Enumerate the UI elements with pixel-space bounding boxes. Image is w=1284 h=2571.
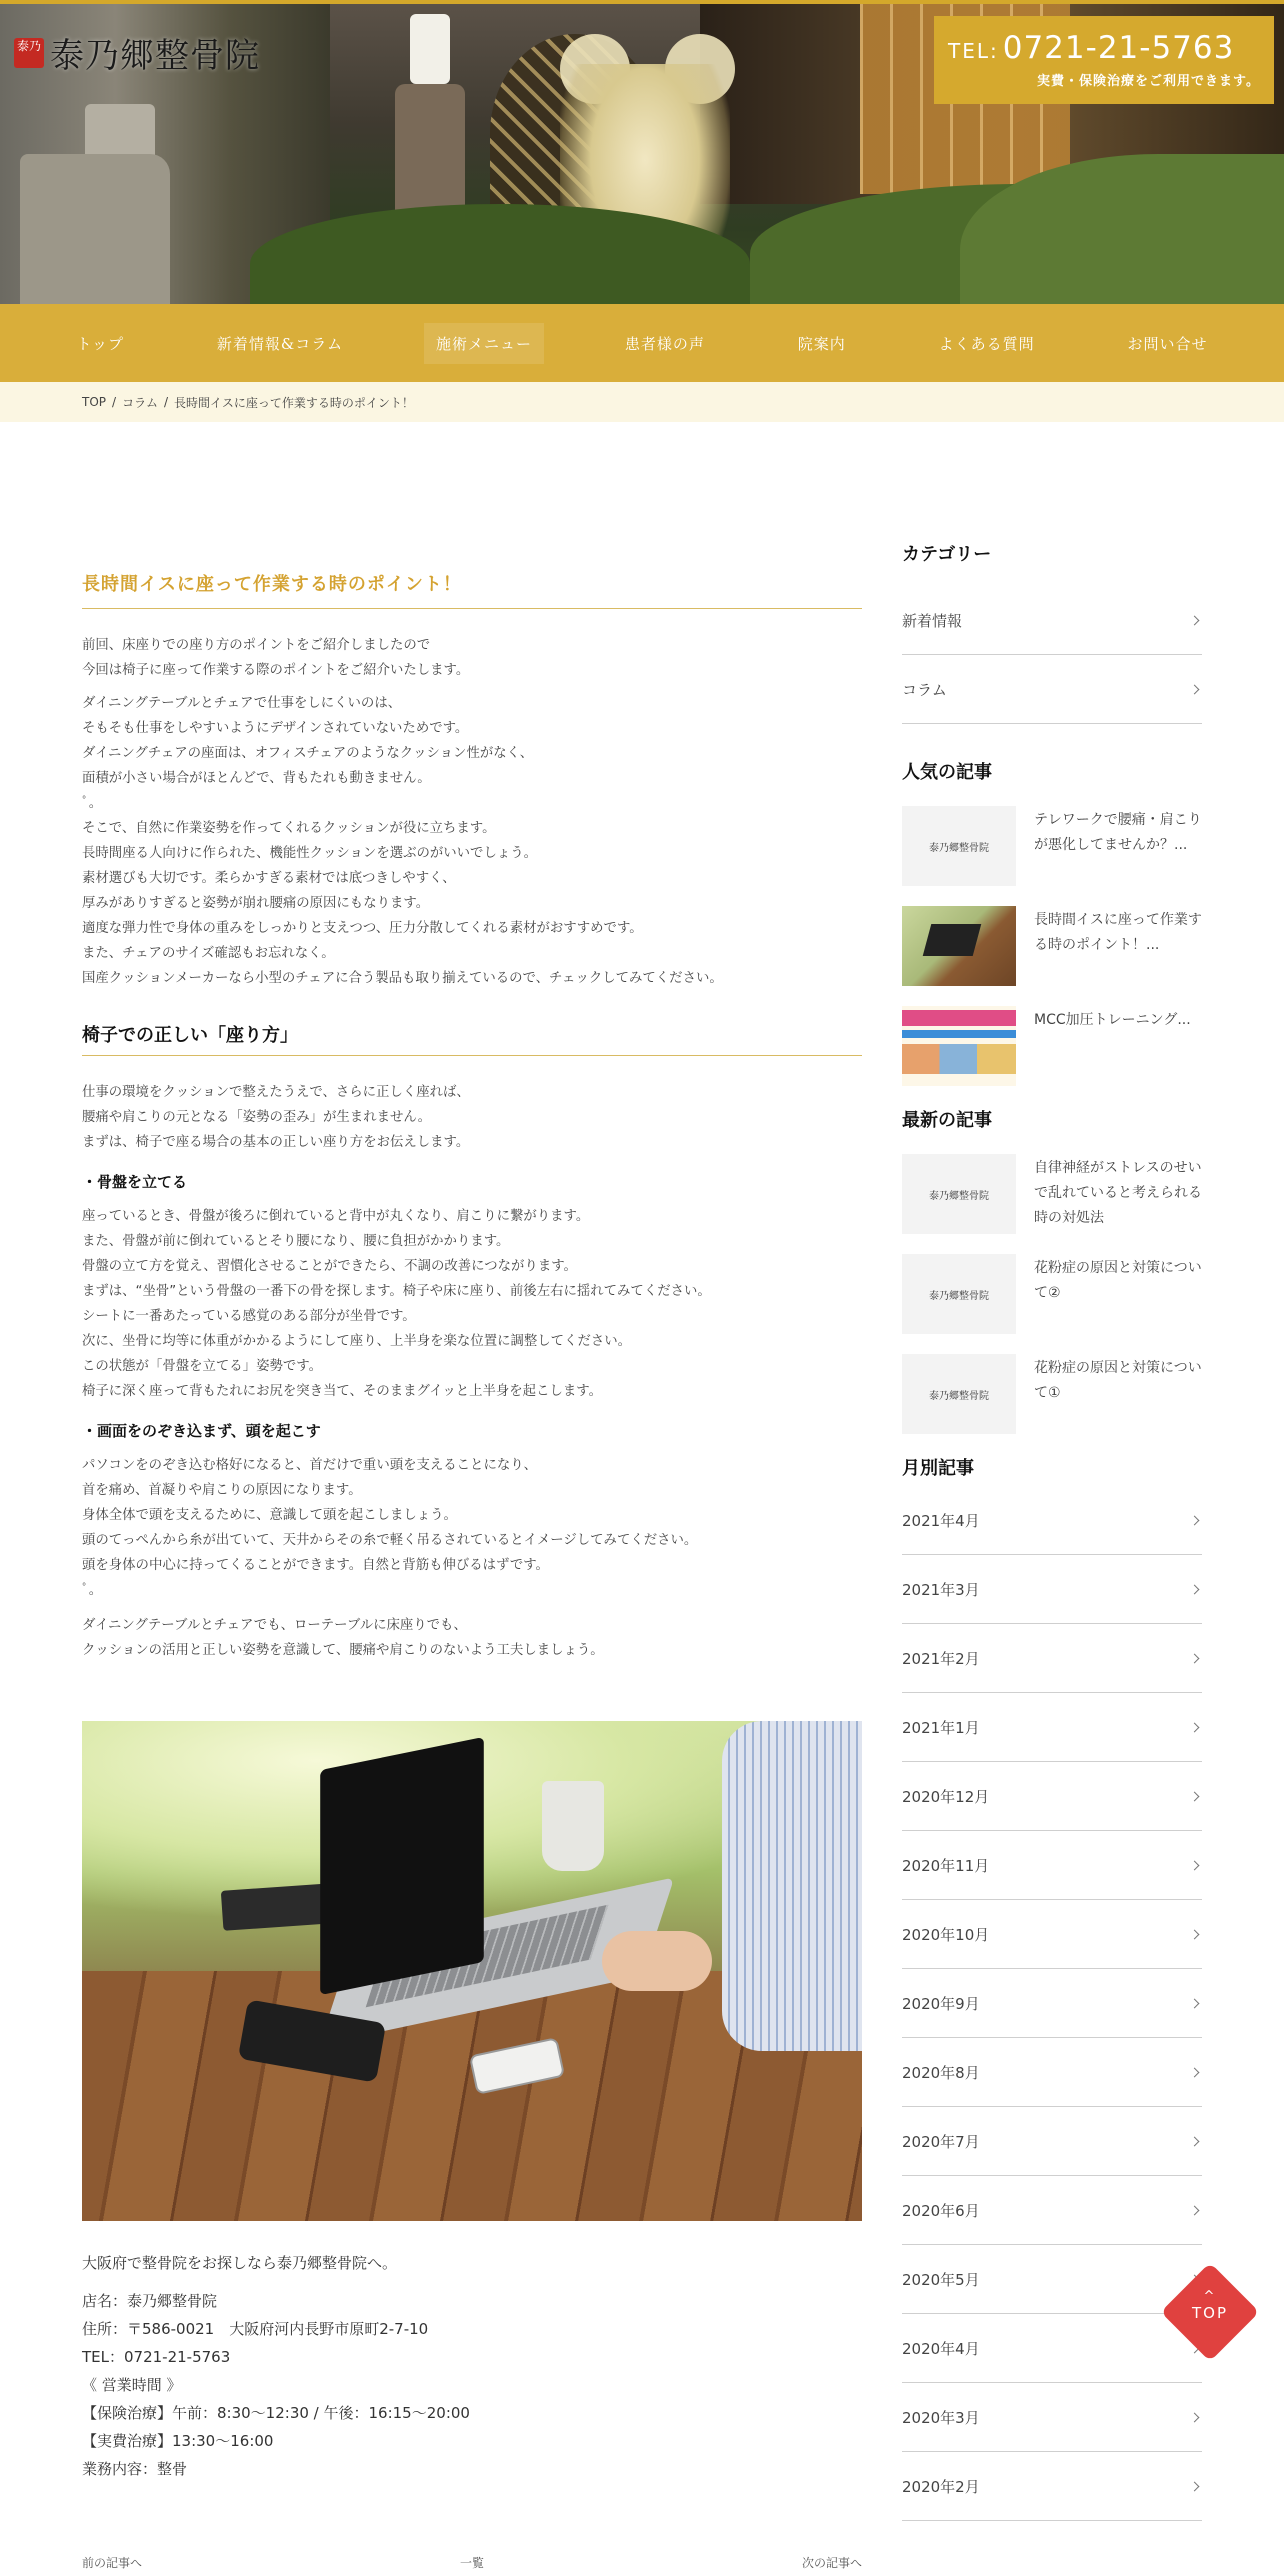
chevron-right-icon bbox=[1190, 1653, 1200, 1663]
text-line: 前回、床座りでの座り方のポイントをご紹介しましたので bbox=[82, 638, 431, 653]
text-line: そこで、自然に作業姿勢を作ってくれるクッションが役に立ちます。 bbox=[82, 821, 496, 836]
clinic-info bbox=[82, 2249, 862, 2483]
sidebar-latest-title: 最新の記事 bbox=[902, 1110, 992, 1131]
info-line: 業務内容：整骨 bbox=[82, 2460, 188, 2478]
post-thumbnail bbox=[902, 906, 1016, 986]
category-label: コラム bbox=[902, 680, 947, 699]
chevron-right-icon bbox=[1190, 2067, 1200, 2077]
prev-article-link[interactable]: 前の記事へ bbox=[82, 2556, 143, 2570]
archive-label: 2020年3月 bbox=[902, 2408, 980, 2427]
text-line: 仕事の環境をクッションで整えたうえで、さらに正しく座れば、 bbox=[82, 1085, 470, 1100]
chevron-right-icon bbox=[1190, 2205, 1200, 2215]
post-title: 自律神経がストレスのせいで乱れていると考えられる時の対処法 bbox=[1034, 1160, 1202, 1226]
caret-up-icon: ^ bbox=[1203, 2289, 1217, 2304]
text-line: 頭のてっぺんから糸が出ていて、天井からその糸で軽く吊るされているとイメージしてみてください。 bbox=[82, 1533, 698, 1548]
article-paragraph bbox=[82, 1080, 862, 1155]
photo-hand bbox=[602, 1931, 712, 1991]
thumb-logo-text: 泰乃郷整骨院 bbox=[929, 1190, 989, 1202]
archive-item[interactable] bbox=[902, 2038, 1202, 2107]
nav-item-contact[interactable]: お問い合せ bbox=[1127, 334, 1208, 353]
sidebar bbox=[902, 540, 1202, 2521]
post-thumbnail bbox=[902, 1354, 1016, 1434]
archive-label: 2021年4月 bbox=[902, 1511, 980, 1530]
text-line: クッションの活用と正しい姿勢を意識して、腰痛や肩こりのないよう工夫しましょう。 bbox=[82, 1643, 604, 1658]
phone-banner[interactable] bbox=[934, 16, 1274, 104]
text-line: まずは、“坐骨”という骨盤の一番下の骨を探します。椅子や床に座り、前後左右に揺れてみてください。 bbox=[82, 1284, 711, 1299]
breadcrumb-separator: / bbox=[163, 395, 168, 409]
phone-note: 実費・保険治療をご利用できます。 bbox=[1037, 74, 1260, 89]
article-paragraph bbox=[82, 691, 862, 816]
info-line: 【保険治療】午前：8:30～12:30 / 午後：16:15～20:00 bbox=[82, 2404, 470, 2422]
archive-item[interactable] bbox=[902, 1969, 1202, 2038]
nav-item-clinic[interactable]: 院案内 bbox=[797, 334, 846, 353]
chevron-right-icon bbox=[1190, 2136, 1200, 2146]
logo-mark: 泰乃 bbox=[14, 38, 44, 68]
nav-item-voices[interactable]: 患者様の声 bbox=[624, 334, 705, 353]
archive-label: 2020年8月 bbox=[902, 2063, 980, 2082]
text-line: また、チェアのサイズ確認もお忘れなく。 bbox=[82, 946, 335, 961]
latest-post[interactable] bbox=[902, 1354, 1202, 1434]
breadcrumb-current: 長時間イスに座って作業する時のポイント！ bbox=[174, 395, 414, 410]
chevron-right-icon bbox=[1190, 684, 1200, 694]
thumb-logo-text: 泰乃郷整骨院 bbox=[929, 842, 989, 854]
chevron-right-icon bbox=[1190, 1722, 1200, 1732]
article-subheading: ・骨盤を立てる bbox=[82, 1173, 188, 1191]
logo-text: 泰乃郷整骨院 bbox=[50, 36, 260, 76]
hero-stone bbox=[20, 154, 170, 304]
archive-list bbox=[902, 1486, 1202, 2521]
site-logo[interactable] bbox=[14, 28, 260, 77]
breadcrumb bbox=[0, 382, 1284, 422]
archive-label: 2020年4月 bbox=[902, 2339, 980, 2358]
poster-band bbox=[902, 1010, 1016, 1026]
article-photo-laptop bbox=[82, 1721, 862, 2221]
archive-label: 2020年9月 bbox=[902, 1994, 980, 2013]
text-line: ﾟ。 bbox=[82, 796, 103, 811]
chevron-right-icon bbox=[1190, 1929, 1200, 1939]
archive-label: 2021年3月 bbox=[902, 1580, 980, 1599]
article-intro bbox=[82, 633, 862, 683]
post-title: 花粉症の原因と対策について① bbox=[1034, 1360, 1202, 1401]
tel-number: 0721-21-5763 bbox=[1002, 30, 1235, 66]
text-line: 適度な弾力性で身体の重みをしっかりと支えつつ、圧力分散してくれる素材がおすすめです。 bbox=[82, 921, 643, 936]
sidebar-categories-title: カテゴリー bbox=[902, 544, 992, 565]
info-line: TEL：0721-21-5763 bbox=[82, 2348, 231, 2366]
popular-post[interactable] bbox=[902, 806, 1202, 886]
article-paragraph bbox=[82, 1204, 862, 1404]
archive-label: 2020年10月 bbox=[902, 1925, 990, 1944]
tel-prefix: TEL: bbox=[948, 39, 999, 63]
phone-number bbox=[948, 30, 1260, 66]
archive-item[interactable] bbox=[902, 2176, 1202, 2245]
nav-item-faq[interactable]: よくある質問 bbox=[938, 334, 1035, 353]
article bbox=[82, 570, 862, 2483]
nav-item-top[interactable]: トップ bbox=[76, 334, 124, 353]
breadcrumb-separator: / bbox=[112, 395, 117, 409]
popular-posts bbox=[902, 806, 1202, 1086]
post-thumbnail bbox=[902, 1254, 1016, 1334]
breadcrumb-category[interactable]: コラム bbox=[122, 395, 158, 410]
archive-item[interactable] bbox=[902, 2107, 1202, 2176]
next-article-link[interactable]: 次の記事へ bbox=[801, 2556, 862, 2570]
chevron-right-icon bbox=[1190, 615, 1200, 625]
hero-lantern bbox=[410, 14, 450, 84]
post-thumbnail bbox=[902, 806, 1016, 886]
latest-posts bbox=[902, 1154, 1202, 1434]
archive-item[interactable] bbox=[902, 2314, 1202, 2383]
chevron-right-icon bbox=[1190, 1584, 1200, 1594]
article-heading: 椅子での正しい「座り方」 bbox=[82, 1021, 862, 1056]
text-line: 今回は椅子に座って作業する際のポイントをご紹介いたします。 bbox=[82, 663, 470, 678]
archive-label: 2020年5月 bbox=[902, 2270, 980, 2289]
article-title: 長時間イスに座って作業する時のポイント！ bbox=[82, 570, 862, 609]
article-subheading: ・画面をのぞき込まず、頭を起こす bbox=[82, 1422, 321, 1440]
chevron-right-icon bbox=[1190, 1515, 1200, 1525]
info-lead: 大阪府で整骨院をお探しなら泰乃郷整骨院へ。 bbox=[82, 2254, 398, 2272]
post-thumbnail bbox=[902, 1154, 1016, 1234]
archive-item[interactable] bbox=[902, 1762, 1202, 1831]
poster-photos bbox=[902, 1044, 1016, 1074]
archive-item[interactable] bbox=[902, 1693, 1202, 1762]
text-line: 素材選びも大切です。柔らかすぎる素材では底つきしやすく、 bbox=[82, 871, 456, 886]
category-list bbox=[902, 586, 1202, 724]
back-to-top-text: TOP bbox=[1191, 2304, 1228, 2322]
poster-band bbox=[902, 1030, 1016, 1038]
text-line: 面積が小さい場合がほとんどで、背もたれも動きません。 bbox=[82, 771, 431, 786]
text-line: まずは、椅子で座る場合の基本の正しい座り方をお伝えします。 bbox=[82, 1135, 470, 1150]
archive-item[interactable] bbox=[902, 2383, 1202, 2452]
post-title: 花粉症の原因と対策について② bbox=[1034, 1260, 1202, 1301]
popular-post[interactable] bbox=[902, 906, 1202, 986]
nav-item-menu[interactable]: 施術メニュー bbox=[424, 323, 544, 364]
archive-label: 2021年1月 bbox=[902, 1718, 980, 1737]
text-line: 頭を身体の中心に持ってくることができます。自然と背筋も伸びるはずです。 bbox=[82, 1558, 549, 1573]
article-pager bbox=[82, 2554, 862, 2571]
breadcrumb-home[interactable]: TOP bbox=[82, 395, 107, 409]
sidebar-archive-title: 月別記事 bbox=[902, 1458, 974, 1479]
post-title: MCC加圧トレーニング... bbox=[1034, 1012, 1191, 1028]
archive-label: 2020年11月 bbox=[902, 1856, 990, 1875]
text-line: ダイニングチェアの座面は、オフィスチェアのようなクッション性がなく、 bbox=[82, 746, 534, 761]
post-thumbnail bbox=[902, 1006, 1016, 1086]
text-line: そもそも仕事をしやすいようにデザインされていないためです。 bbox=[82, 721, 469, 736]
back-to-top-label[interactable] bbox=[1170, 2290, 1250, 2336]
info-line: 《 営業時間 》 bbox=[82, 2376, 182, 2394]
archive-label: 2020年12月 bbox=[902, 1787, 990, 1806]
archive-item[interactable] bbox=[902, 1831, 1202, 1900]
text-line: 厚みがありすぎると姿勢が崩れ腰痛の原因にもなります。 bbox=[82, 896, 430, 911]
nav-item-news-column[interactable]: 新着情報&コラム bbox=[216, 334, 344, 353]
archive-item[interactable] bbox=[902, 1555, 1202, 1624]
text-line: 椅子に深く座って背もたれにお尻を突き当て、そのままグイッと上半身を起こします。 bbox=[82, 1384, 602, 1399]
text-line: この状態が「骨盤を立てる」姿勢です。 bbox=[82, 1359, 322, 1374]
chevron-right-icon bbox=[1190, 2481, 1200, 2491]
photo-cup bbox=[542, 1781, 604, 1871]
info-line: 住所：〒586-0021 大阪府河内長野市原町2-7-10 bbox=[82, 2320, 429, 2338]
archive-label: 2021年2月 bbox=[902, 1649, 980, 1668]
text-line: 首を痛め、首凝りや肩こりの原因になります。 bbox=[82, 1483, 362, 1498]
chevron-right-icon bbox=[1190, 1998, 1200, 2008]
text-line: 国産クッションメーカーなら小型のチェアに合う製品も取り揃えているので、チェックしてみてください。 bbox=[82, 971, 723, 986]
archive-label: 2020年6月 bbox=[902, 2201, 980, 2220]
text-line: 骨盤の立て方を覚え、習慣化させることができたら、不調の改善につながります。 bbox=[82, 1259, 577, 1274]
latest-post[interactable] bbox=[902, 1254, 1202, 1334]
article-paragraph bbox=[82, 816, 862, 991]
text-line: 身体全体で頭を支えるために、意識して頭を起こしましょう。 bbox=[82, 1508, 457, 1523]
chevron-right-icon bbox=[1190, 1860, 1200, 1870]
chevron-right-icon bbox=[1190, 1791, 1200, 1801]
archive-label: 2020年7月 bbox=[902, 2132, 980, 2151]
popular-post[interactable] bbox=[902, 1006, 1202, 1086]
latest-post[interactable] bbox=[902, 1154, 1202, 1234]
text-line: ﾟ。 bbox=[82, 1583, 103, 1598]
archive-item[interactable] bbox=[902, 1900, 1202, 1969]
photo-person bbox=[722, 1721, 862, 2051]
post-title: 長時間イスに座って作業する時のポイント！... bbox=[1034, 912, 1202, 953]
archive-label: 2020年2月 bbox=[902, 2477, 980, 2496]
info-line: 【実費治療】13:30～16:00 bbox=[82, 2432, 274, 2450]
text-line: パソコンをのぞき込む格好になると、首だけで重い頭を支えることになり、 bbox=[82, 1458, 538, 1473]
info-line: 店名：泰乃郷整骨院 bbox=[82, 2292, 218, 2310]
article-paragraph bbox=[82, 1453, 862, 1603]
category-item[interactable] bbox=[902, 586, 1202, 655]
post-title: テレワークで腰痛・肩こりが悪化してませんか？... bbox=[1034, 812, 1202, 853]
text-line: 腰痛や肩こりの元となる「姿勢の歪み」が生まれません。 bbox=[82, 1110, 431, 1125]
thumb-logo-text: 泰乃郷整骨院 bbox=[929, 1290, 989, 1302]
text-line: 次に、坐骨に均等に体重がかかるようにして座り、上半身を楽な位置に調整してください。 bbox=[82, 1334, 632, 1349]
archive-item[interactable] bbox=[902, 2452, 1202, 2521]
archive-item[interactable] bbox=[902, 1486, 1202, 1555]
text-line: ダイニングテーブルとチェアで仕事をしにくいのは、 bbox=[82, 696, 402, 711]
article-paragraph bbox=[82, 1613, 862, 1663]
category-label: 新着情報 bbox=[902, 611, 963, 630]
sidebar-popular-title: 人気の記事 bbox=[902, 762, 992, 783]
text-line: ダイニングテーブルとチェアでも、ローテーブルに床座りでも、 bbox=[82, 1618, 467, 1633]
photo-laptop-screen bbox=[320, 1737, 484, 1995]
text-line: 長時間座る人向けに作られた、機能性クッションを選ぶのがいいでしょう。 bbox=[82, 846, 538, 861]
article-list-link[interactable]: 一覧 bbox=[459, 2556, 484, 2570]
category-item[interactable] bbox=[902, 655, 1202, 724]
chevron-right-icon bbox=[1190, 2412, 1200, 2422]
text-line: 座っているとき、骨盤が後ろに倒れていると背中が丸くなり、肩こりに繋がります。 bbox=[82, 1209, 590, 1224]
archive-item[interactable] bbox=[902, 1624, 1202, 1693]
text-line: シートに一番あたっている感覚のある部分が坐骨です。 bbox=[82, 1309, 416, 1324]
text-line: また、骨盤が前に倒れているとそり腰になり、腰に負担がかかります。 bbox=[82, 1234, 510, 1249]
global-nav bbox=[0, 304, 1284, 382]
thumb-logo-text: 泰乃郷整骨院 bbox=[929, 1390, 989, 1402]
archive-item[interactable] bbox=[902, 2245, 1202, 2314]
